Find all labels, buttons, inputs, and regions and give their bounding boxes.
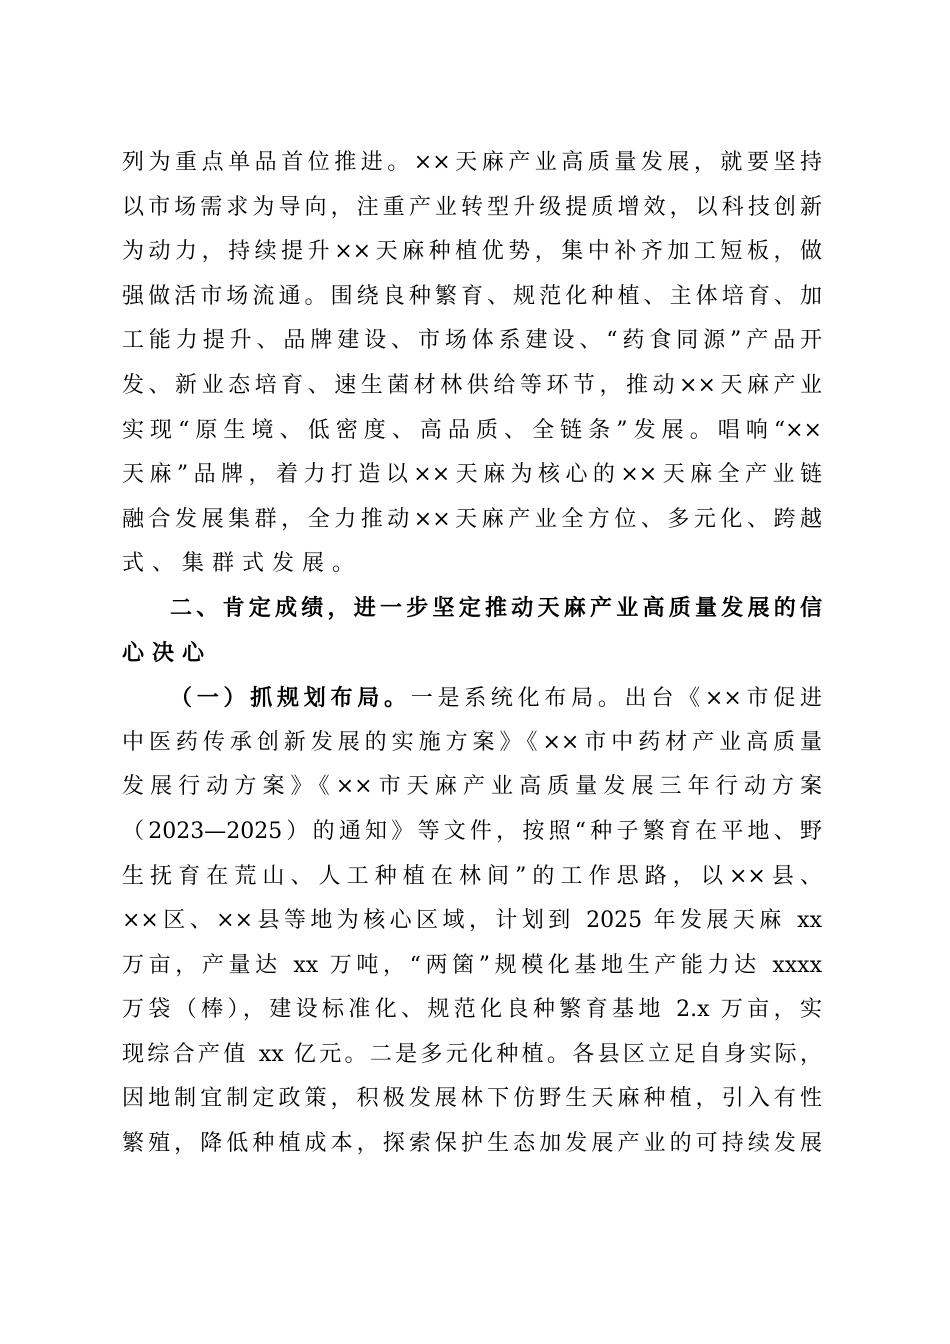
text-line: 中医药传承创新发展的实施方案》《××市中药材产业高质量 <box>122 729 822 755</box>
text-line: 以市场需求为导向，注重产业转型升级提质增效，以科技创新 <box>122 194 822 220</box>
subsection-text: 一是系统化布局。出台《××市促进 <box>410 686 822 712</box>
subsection-1 <box>122 676 822 1167</box>
text-line: 为动力，持续提升××天麻种植优势，集中补齐加工短板，做 <box>122 239 822 265</box>
text-line: 万袋（棒），建设标准化、规范化良种繁育基地 2.x 万亩，实 <box>122 997 822 1023</box>
subsection-label: （一）抓规划布局。 <box>170 685 411 712</box>
heading-line: 心决心 <box>122 640 213 666</box>
text-line: 天麻”品牌，着力打造以××天麻为核心的××天麻全产业链 <box>122 462 822 488</box>
text-line: 列为重点单品首位推进。××天麻产业高质量发展，就要坚持 <box>122 150 822 175</box>
text-line: 现综合产值 xx 亿元。二是多元化种植。各县区立足自身实际， <box>122 1041 822 1067</box>
text-line: 发、新业态培育、速生菌材林供给等环节，推动××天麻产业 <box>122 372 822 398</box>
text-line: 强做活市场流通。围绕良种繁育、规范化种植、主体培育、加 <box>122 283 822 309</box>
heading-line: 二、肯定成绩，进一步坚定推动天麻产业高质量发展的信 <box>170 595 822 621</box>
document-page <box>122 141 822 1167</box>
text-line: 实现“原生境、低密度、高品质、全链条”发展。唱响“×× <box>122 417 822 443</box>
text-line: 生抚育在荒山、人工种植在林间”的工作思路，以××县、 <box>122 863 822 889</box>
text-line: ××区、××县等地为核心区域，计划到 2025 年发展天麻 xx <box>122 908 822 934</box>
text-line: 融合发展集群，全力推动××天麻产业全方位、多元化、跨越 <box>122 506 822 532</box>
paragraph-1 <box>122 141 822 587</box>
text-line: 工能力提升、品牌建设、市场体系建设、“药食同源”产品开 <box>122 328 822 354</box>
text-line: （2023—2025）的通知》等文件，按照“种子繁育在平地、野 <box>122 818 822 844</box>
text-line: 因地制宜制定政策，积极发展林下仿野生天麻种植，引入有性 <box>122 1086 822 1112</box>
text-line: 繁殖，降低种植成本，探索保护生态加发展产业的可持续发展 <box>122 1131 822 1157</box>
text-line: 万亩，产量达 xx 万吨，“两箘”规模化基地生产能力达 xxxx <box>122 952 822 978</box>
text-line: 式、集群式发展。 <box>122 551 363 577</box>
text-line: 发展行动方案》《××市天麻产业高质量发展三年行动方案 <box>122 774 822 800</box>
text-line <box>122 676 822 721</box>
section-heading <box>122 587 822 676</box>
